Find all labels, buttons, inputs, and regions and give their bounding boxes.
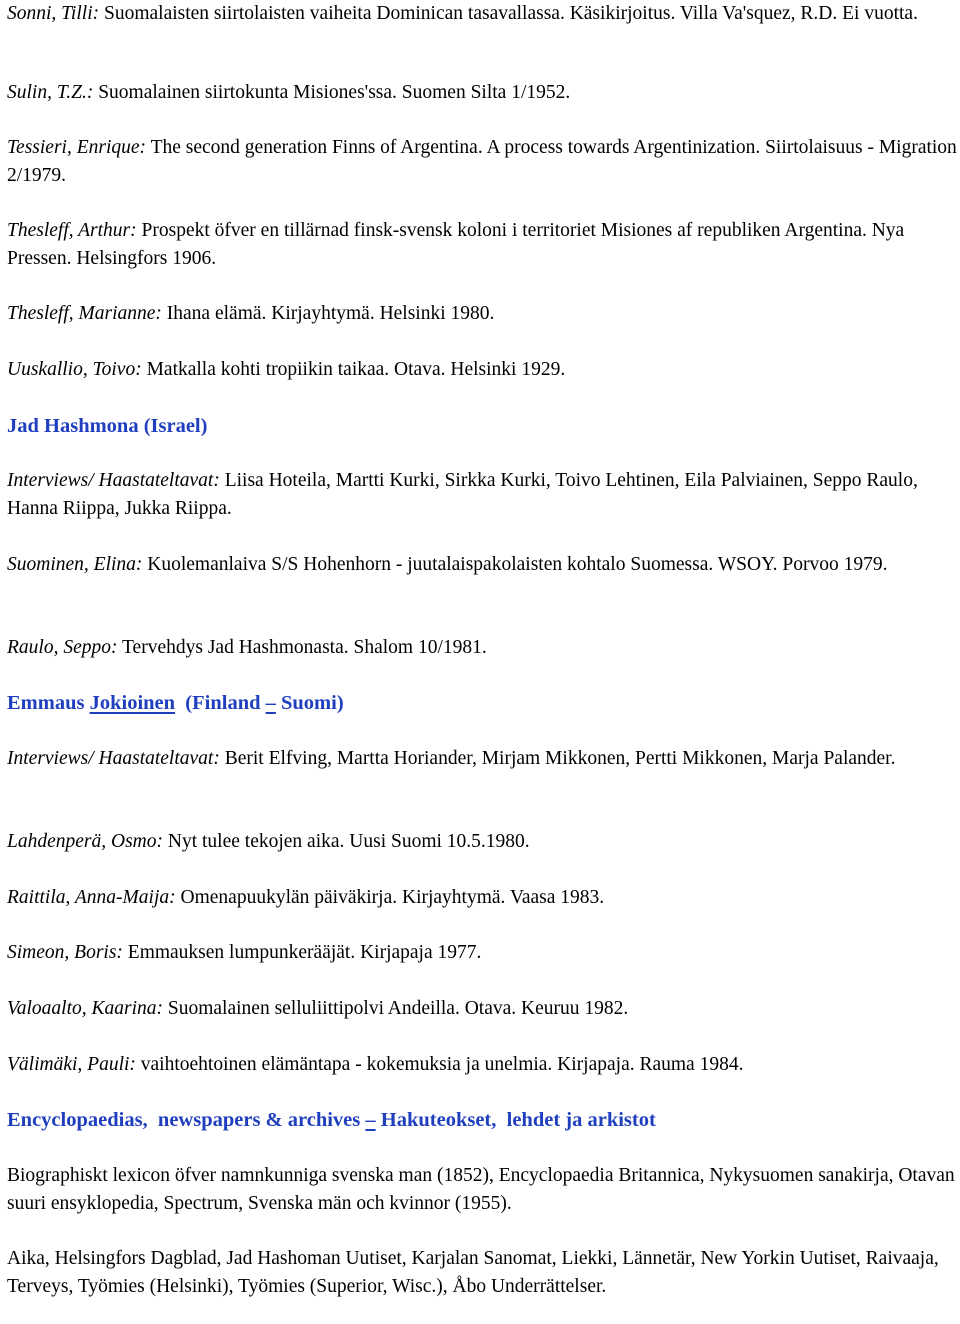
bibliography-entry	[7, 0, 918, 28]
heading-text: Jad Hashmona (Israel)	[7, 415, 208, 437]
heading-text: Suomi)	[275, 692, 344, 714]
bibliography-entry	[7, 356, 565, 384]
paragraph-text: Biographiskt lexicon öfver namnkunniga svenska man (1852), Encyclopaedia Britannica, Nykysuomen sanakirja, Otavan suuri ensyklopedia, Spectrum, Svenska män och kvinnor (1955).	[7, 1165, 955, 1214]
bibliography-entry	[7, 745, 895, 773]
entry-text: Emmauksen lumpunkerääjät. Kirjapaja 1977.	[122, 942, 482, 963]
heading-dash-underlined: –	[265, 692, 276, 714]
entry-author: Simeon, Boris:	[7, 942, 123, 963]
section-heading-emmaus-jokioinen	[7, 689, 344, 717]
entry-text: Matkalla kohti tropiikin taikaa. Otava. Helsinki 1929.	[141, 359, 566, 380]
entry-author: Sulin, T.Z.:	[7, 82, 94, 103]
bibliography-entry	[7, 1051, 743, 1079]
heading-text: Emmaus	[7, 692, 85, 714]
reference-paragraph-newspapers	[7, 1245, 957, 1301]
entry-author: Valoaalto, Kaarina:	[7, 998, 164, 1019]
heading-text: (Finland	[175, 692, 266, 714]
entry-text: Suomalainen selluliittipolvi Andeilla. Otava. Keuruu 1982.	[163, 998, 629, 1019]
entry-author: Välimäki, Pauli:	[7, 1054, 136, 1075]
entry-text: Nyt tulee tekojen aika. Uusi Suomi 10.5.1980.	[163, 831, 530, 852]
entry-author: Raittila, Anna-Maija:	[7, 887, 176, 908]
reference-paragraph-encyclopaedias	[7, 1162, 957, 1218]
entry-author: Lahdenperä, Osmo:	[7, 831, 163, 852]
entry-text: Prospekt öfver en tillärnad finsk-svensk koloni i territoriet Misiones af republiken Argentina. Nya Pressen. Helsingfors 1906.	[7, 220, 905, 269]
bibliography-entry	[7, 995, 628, 1023]
entry-text: Omenapuukylän päiväkirja. Kirjayhtymä. Vaasa 1983.	[175, 887, 605, 908]
section-heading-encyclopaedias	[7, 1106, 656, 1134]
entry-author: Sonni, Tilli:	[7, 3, 100, 24]
entry-text: Berit Elfving, Martta Horiander, Mirjam Mikkonen, Pertti Mikkonen, Marja Palander.	[219, 748, 896, 769]
entry-text: Ihana elämä. Kirjayhtymä. Helsinki 1980.	[161, 303, 495, 324]
entry-text: Suomalainen siirtokunta Misiones'ssa. Suomen Silta 1/1952.	[93, 82, 571, 103]
paragraph-text: Aika, Helsingfors Dagblad, Jad Hashoman Uutiset, Karjalan Sanomat, Liekki, Lännetär, New Yorkin Uutiset, Raivaaja, Terveys, Työmies (Helsinki), Työmies (Superior, Wisc.), Åbo Underrättelser.	[7, 1248, 939, 1297]
section-heading-jad-hashmona	[7, 412, 207, 440]
bibliography-entry	[7, 828, 530, 856]
bibliography-entry	[7, 939, 481, 967]
entry-text: Liisa Hoteila, Martti Kurki, Sirkka Kurki, Toivo Lehtinen, Eila Palviainen, Seppo Raulo, Hanna Riippa, Jukka Riippa.	[7, 470, 918, 519]
heading-text-underlined: Jokioinen	[89, 692, 176, 714]
bibliography-entry	[7, 300, 494, 328]
entry-author: Tessieri, Enrique:	[7, 137, 147, 158]
bibliography-entry	[7, 217, 957, 273]
bibliography-entry	[7, 884, 604, 912]
entry-author: Uuskallio, Toivo:	[7, 359, 142, 380]
entry-text: vaihtoehtoinen elämäntapa - kokemuksia ja unelmia. Kirjapaja. Rauma 1984.	[135, 1054, 744, 1075]
entry-text: The second generation Finns of Argentina. A process towards Argentinization. Siirtolaisuus - Migration 2/1979.	[7, 137, 957, 186]
entry-author: Raulo, Seppo:	[7, 637, 118, 658]
entry-text: Kuolemanlaiva S/S Hohenhorn - juutalaispakolaisten kohtalo Suomessa. WSOY. Porvoo 1979.	[142, 554, 888, 575]
bibliography-entry	[7, 551, 888, 579]
bibliography-entry	[7, 634, 487, 662]
entry-text: Suomalaisten siirtolaisten vaiheita Dominican tasavallassa. Käsikirjoitus. Villa Va'squez, R.D. Ei vuotta.	[99, 3, 918, 24]
bibliography-entry	[7, 79, 570, 107]
entry-author: Suominen, Elina:	[7, 554, 143, 575]
heading-text: Encyclopaedias, newspapers & archives	[7, 1109, 366, 1131]
bibliography-entry	[7, 467, 957, 523]
entry-author: Interviews/ Haastateltavat:	[7, 470, 220, 491]
bibliography-entry	[7, 134, 957, 190]
entry-author: Thesleff, Arthur:	[7, 220, 137, 241]
entry-author: Interviews/ Haastateltavat:	[7, 748, 220, 769]
entry-author: Thesleff, Marianne:	[7, 303, 162, 324]
heading-text: Hakuteokset, lehdet ja arkistot	[375, 1109, 656, 1131]
heading-dash-underlined: –	[365, 1109, 376, 1131]
entry-text: Tervehdys Jad Hashmonasta. Shalom 10/1981.	[117, 637, 487, 658]
